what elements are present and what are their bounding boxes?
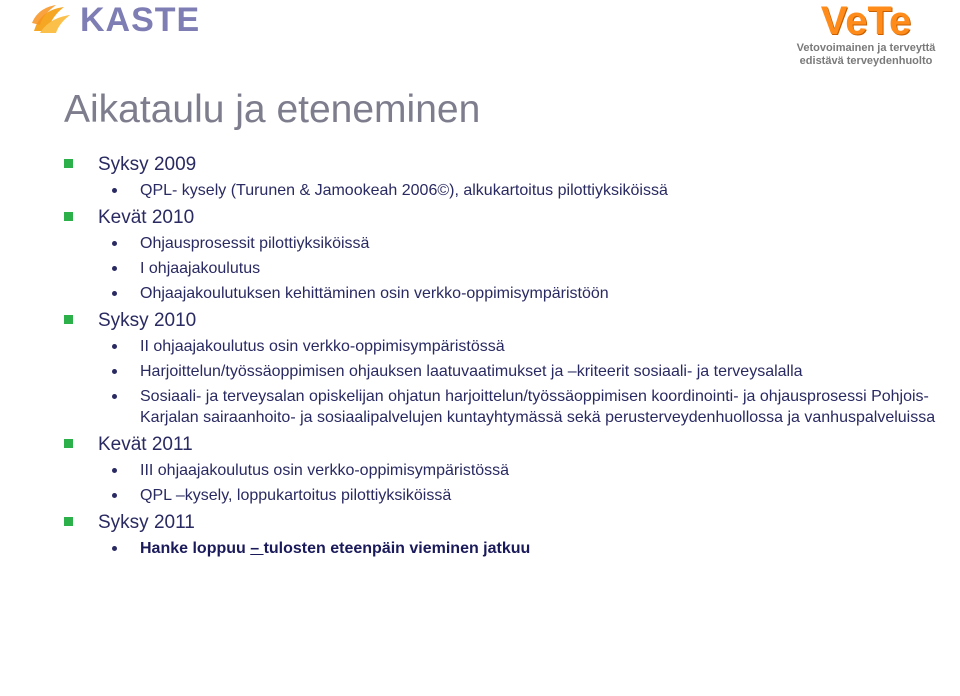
bullet-icon — [112, 291, 117, 296]
bullet-icon — [112, 468, 117, 473]
section-heading: Kevät 2010 — [64, 205, 944, 231]
list-item: II ohjaajakoulutus osin verkko-oppimisympäristössä — [64, 336, 944, 357]
bullet-icon — [112, 394, 117, 399]
list-item: QPL –kysely, loppukartoitus pilottiyksiköissä — [64, 485, 944, 506]
list-item: Sosiaali- ja terveysalan opiskelijan ohjatun harjoittelun/työssäoppimisen koordinointi- ja ohjausprosessi Pohjois-Karjalan sairaanhoito- ja sosiaalipalvelujen kuntayhtymässä sekä perusterveydenhuollossa ja vanhuspalveluissa — [64, 386, 944, 428]
section-heading: Syksy 2009 — [64, 152, 944, 178]
green-square-bullet-icon — [64, 517, 73, 526]
schedule-list — [64, 152, 944, 563]
bullet-icon — [112, 241, 117, 246]
green-square-bullet-icon — [64, 159, 73, 168]
bullet-icon — [112, 188, 117, 193]
list-item: I ohjaajakoulutus — [64, 258, 944, 279]
vete-logo-title: VeTe — [820, 0, 912, 43]
vete-logo — [796, 0, 936, 68]
kaste-logo-text: KASTE — [80, 0, 201, 39]
kaste-logo-icon — [30, 3, 72, 37]
vete-logo-tagline-2: edistävä terveydenhuolto — [799, 55, 933, 67]
list-item-final: Hanke loppuu – tulosten eteenpäin vieminen jatkuu — [64, 538, 944, 559]
bullet-icon — [112, 369, 117, 374]
slide-title: Aikataulu ja eteneminen — [64, 88, 481, 131]
vete-logo-tagline-1: Vetovoimainen ja terveyttä — [796, 42, 936, 54]
section-heading: Syksy 2010 — [64, 308, 944, 334]
list-item: QPL- kysely (Turunen & Jamookeah 2006©), alkukartoitus pilottiyksiköissä — [64, 180, 944, 201]
bullet-icon — [112, 344, 117, 349]
section-heading: Syksy 2011 — [64, 510, 944, 536]
list-item: Ohjausprosessit pilottiyksiköissä — [64, 233, 944, 254]
bullet-icon — [112, 266, 117, 271]
section-heading: Kevät 2011 — [64, 432, 944, 458]
kaste-logo — [30, 2, 200, 38]
green-square-bullet-icon — [64, 439, 73, 448]
bullet-icon — [112, 546, 117, 551]
list-item: III ohjaajakoulutus osin verkko-oppimisympäristössä — [64, 460, 944, 481]
list-item: Ohjaajakoulutuksen kehittäminen osin verkko-oppimisympäristöön — [64, 283, 944, 304]
green-square-bullet-icon — [64, 315, 73, 324]
bullet-icon — [112, 493, 117, 498]
list-item: Harjoittelun/työssäoppimisen ohjauksen laatuvaatimukset ja –kriteerit sosiaali- ja terveysalalla — [64, 361, 944, 382]
green-square-bullet-icon — [64, 212, 73, 221]
